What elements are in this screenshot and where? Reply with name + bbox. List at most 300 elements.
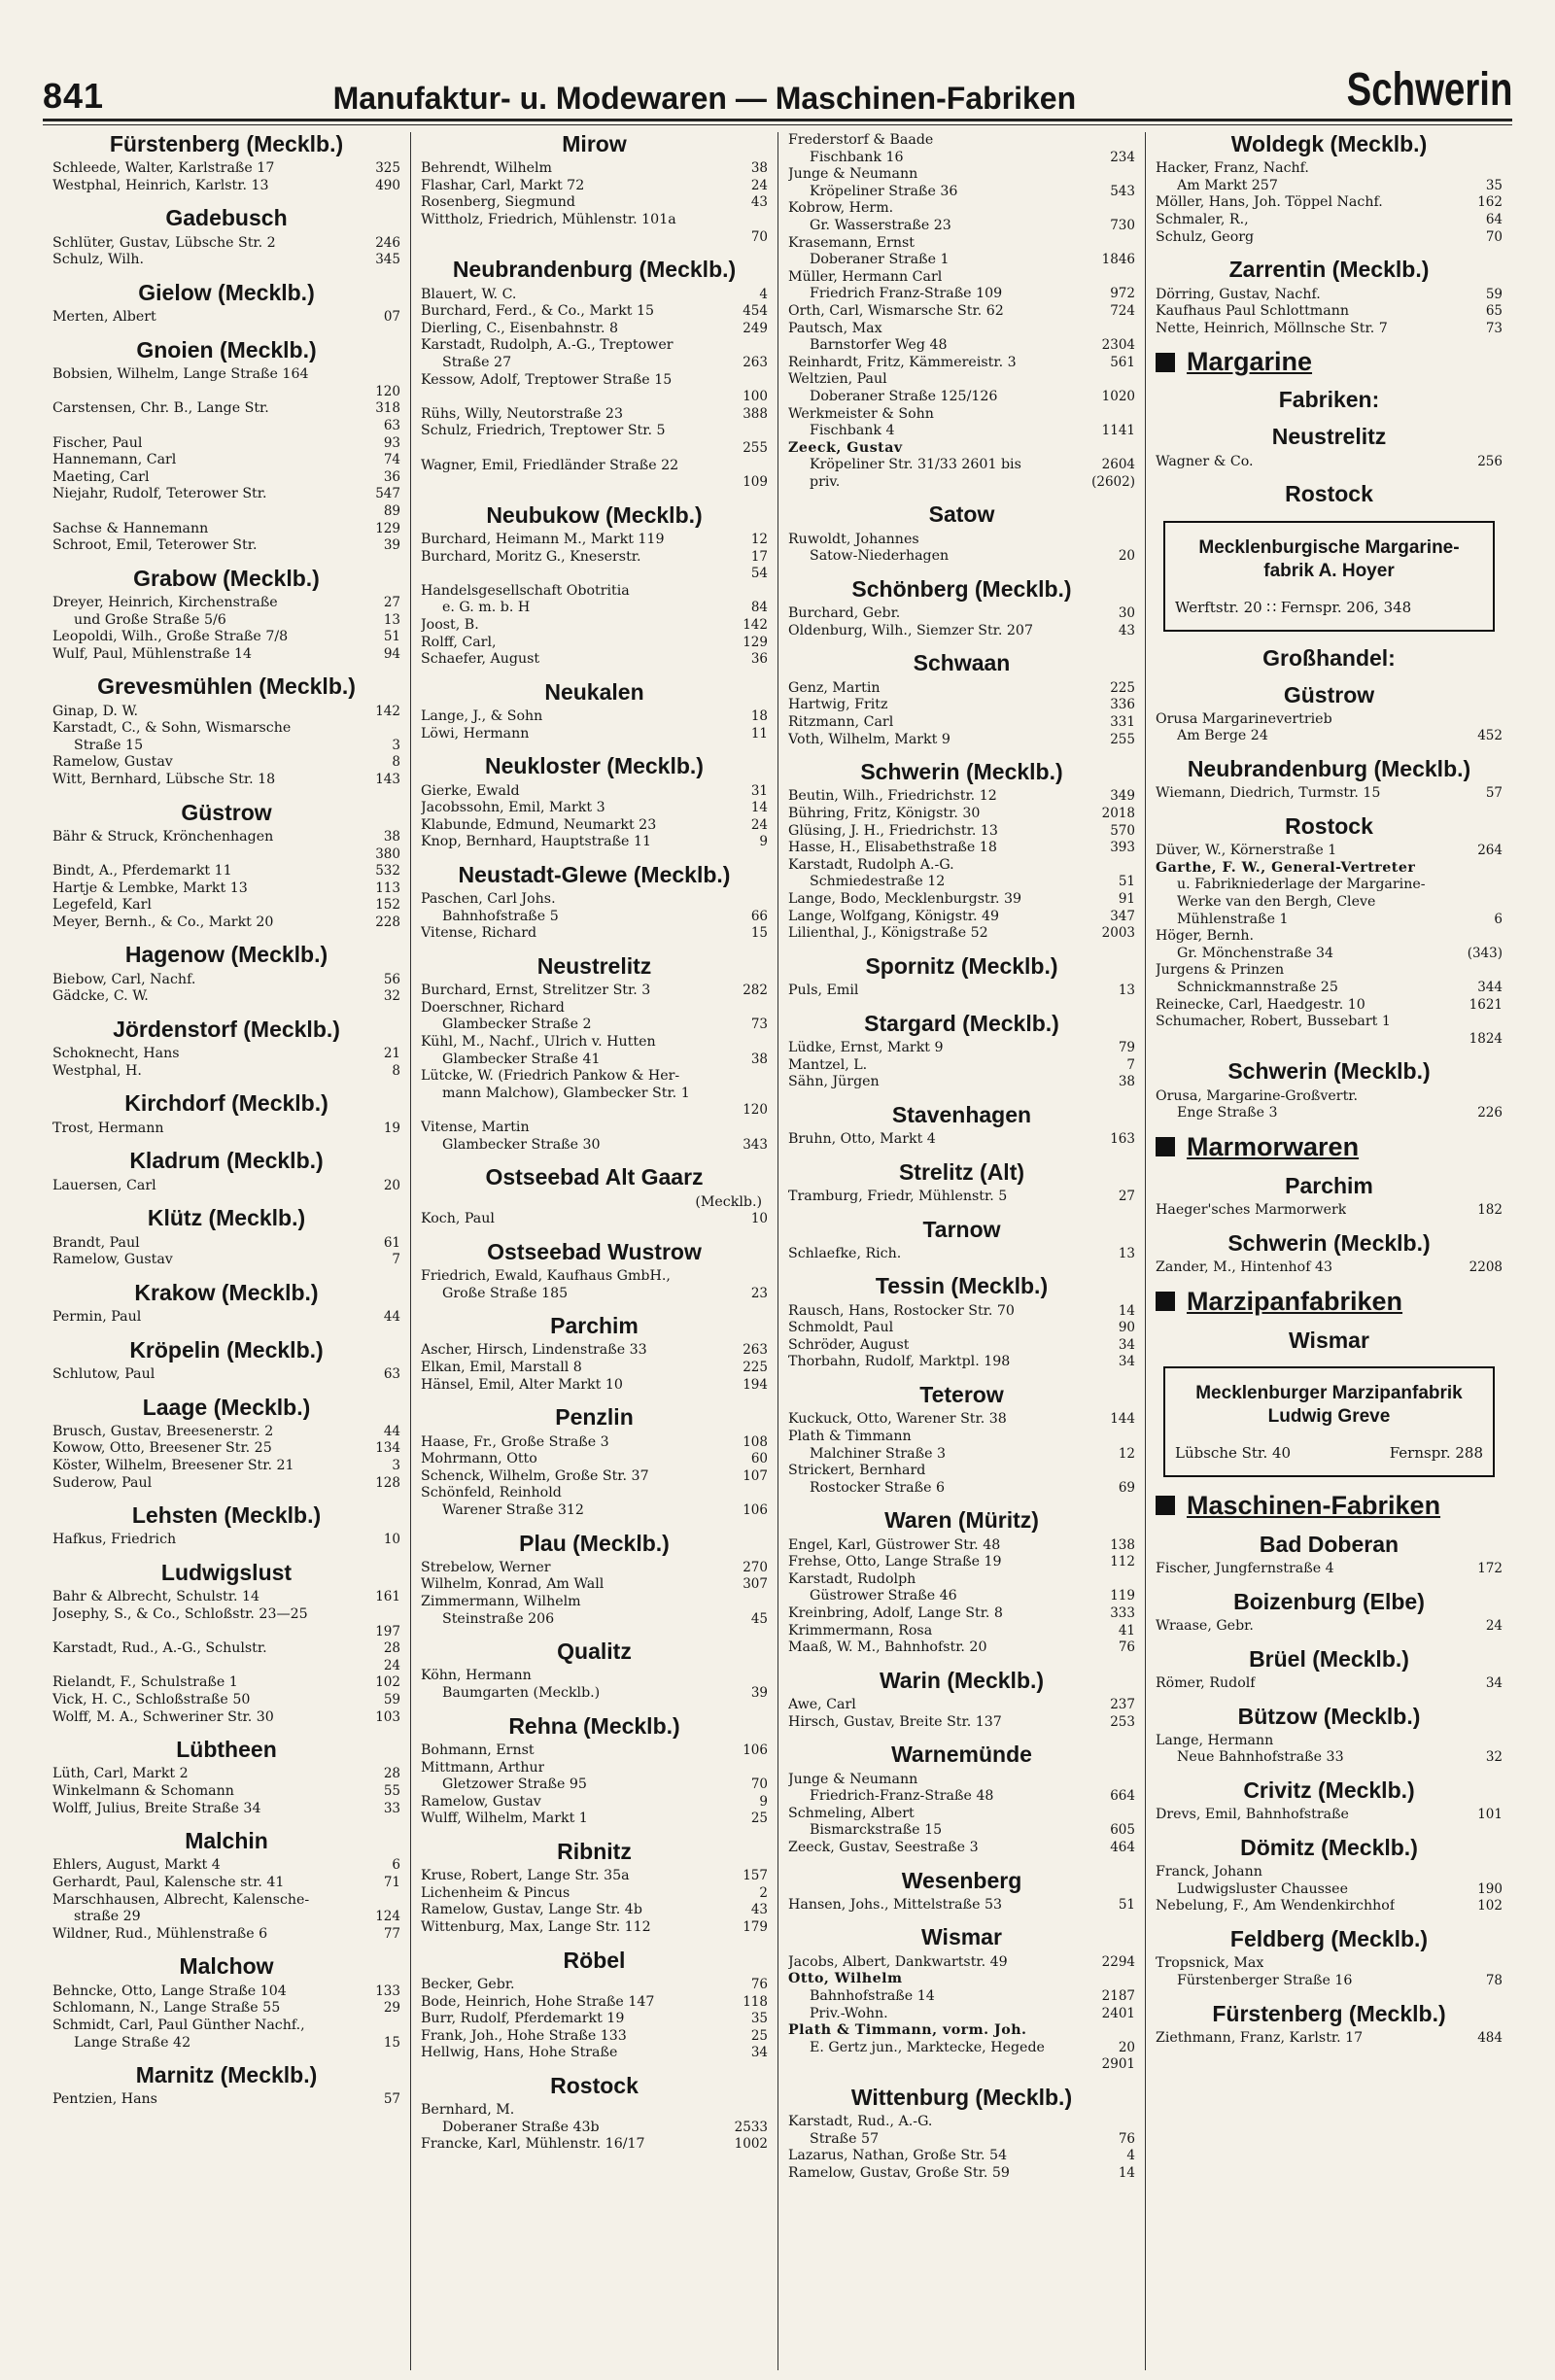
- town-heading: Kröpelin (Mecklb.): [129, 1336, 324, 1362]
- subsection-heading: Fabriken:: [1278, 387, 1380, 413]
- entry-name: Vitense, Martin: [421, 1120, 530, 1136]
- entry-name: Reinecke, Carl, Haedgestr. 10: [1156, 996, 1365, 1013]
- entry-name: Bahnhofstraße 5: [442, 908, 559, 924]
- directory-entry: [1156, 1864, 1503, 1881]
- directory-entry: [421, 1068, 768, 1086]
- entry-name: Ritzmann, Carl: [788, 713, 894, 730]
- square-bullet-icon: [1156, 1137, 1175, 1156]
- directory-entry: [421, 635, 768, 652]
- entry-phone-number: 1002: [734, 2136, 768, 2153]
- entry-phone-number: 54: [750, 566, 768, 582]
- entry-name: Legefeld, Karl: [52, 897, 152, 914]
- entry-name: Lüdke, Ernst, Markt 9: [788, 1039, 944, 1055]
- directory-entry: [1156, 1733, 1503, 1750]
- directory-entry: [788, 1697, 1135, 1714]
- directory-entry: [1156, 303, 1503, 321]
- directory-entry: [788, 2056, 1135, 2074]
- entry-name: Plath & Timmann, vorm. Joh.: [788, 2022, 1027, 2039]
- town-heading: Schwerin (Mecklb.): [860, 759, 1063, 785]
- directory-entry: [52, 1624, 400, 1641]
- directory-entry: [52, 178, 400, 195]
- entry-phone-number: 102: [1477, 1898, 1503, 1914]
- entry-phone-number: 56: [383, 971, 400, 987]
- entry-name: Bahr & Albrecht, Schulstr. 14: [52, 1589, 260, 1605]
- directory-entry: [421, 1994, 768, 2012]
- entry-phone-number: 38: [1118, 1074, 1135, 1090]
- directory-entry: [1156, 1088, 1503, 1106]
- directory-entry: [421, 1794, 768, 1811]
- entry-name: Gierke, Ewald: [421, 782, 520, 799]
- entry-name: Hirsch, Gustav, Breite Str. 137: [788, 1713, 1002, 1730]
- entry-phone-number: 77: [383, 1925, 400, 1942]
- entry-phone-number: 78: [1485, 1972, 1503, 1988]
- entry-name: Burchard, Heimann M., Markt 119: [421, 531, 665, 547]
- entry-phone-number: 24: [383, 1657, 400, 1673]
- town-heading: Satow: [928, 501, 995, 528]
- entry-name: Schulz, Georg: [1156, 228, 1255, 245]
- directory-entry: [421, 1342, 768, 1360]
- entry-name: Schenck, Wilhelm, Große Str. 37: [421, 1467, 649, 1484]
- entry-name: Zeeck, Gustav, Seestraße 3: [788, 1839, 979, 1855]
- entry-phone-number: 73: [1485, 320, 1503, 336]
- entry-name: Bismarckstraße 15: [810, 1822, 943, 1839]
- entry-name: Glüsing, J. H., Friedrichstr. 13: [788, 822, 998, 839]
- page-title: Manufaktur- u. Modewaren — Maschinen-Fabriken: [332, 81, 1077, 116]
- advertisement-box: [1163, 521, 1495, 632]
- entry-name: Ruwoldt, Johannes: [788, 531, 919, 547]
- entry-phone-number: 28: [383, 1640, 400, 1657]
- entry-phone-number: 14: [750, 800, 768, 816]
- directory-entry: [52, 1309, 400, 1327]
- entry-name: Thorbahn, Rudolf, Marktpl. 198: [788, 1354, 1011, 1370]
- directory-entry: [788, 697, 1135, 714]
- entry-name: Kobrow, Herm.: [788, 200, 894, 217]
- entry-phone-number: 38: [383, 828, 400, 845]
- entry-name: Burchard, Ernst, Strelitzer Str. 3: [421, 983, 651, 999]
- directory-entry: [788, 1480, 1135, 1498]
- entry-phone-number: 69: [1118, 1479, 1135, 1496]
- entry-phone-number: 325: [375, 160, 400, 177]
- entry-name: Dierling, C., Eisenbahnstr. 8: [421, 320, 619, 336]
- entry-name: Orusa, Margarine-Großvertr.: [1156, 1087, 1359, 1104]
- entry-phone-number: 51: [1118, 874, 1135, 890]
- directory-entry: [52, 2018, 400, 2035]
- directory-entry: [52, 400, 400, 418]
- entry-phone-number: 76: [750, 1976, 768, 1992]
- town-heading: Brüel (Mecklb.): [1249, 1645, 1409, 1672]
- directory-entry: [421, 1102, 768, 1120]
- entry-phone-number: 28: [383, 1766, 400, 1782]
- entry-phone-number: 17: [750, 548, 768, 565]
- entry-name: Gr. Wasserstraße 23: [810, 217, 951, 233]
- entry-phone-number: 24: [750, 177, 768, 193]
- entry-name: Gletzower Straße 95: [442, 1776, 587, 1793]
- entry-name: Am Berge 24: [1177, 728, 1268, 744]
- directory-entry: [52, 1532, 400, 1549]
- directory-entry: [421, 229, 768, 247]
- directory-entry: [1156, 912, 1503, 929]
- ad-address: [1175, 599, 1483, 616]
- entry-name: Franck, Johann: [1156, 1864, 1262, 1880]
- town-heading: Kladrum (Mecklb.): [129, 1148, 324, 1174]
- town-heading: Rostock: [1285, 481, 1373, 507]
- entry-name: Hannemann, Carl: [52, 452, 177, 468]
- entry-name: Suderow, Paul: [52, 1474, 153, 1491]
- directory-entry: [52, 754, 400, 772]
- town-heading: Stavenhagen: [891, 1101, 1032, 1127]
- entry-name: Plath & Timmann: [788, 1428, 912, 1444]
- entry-name: Gr. Mönchenstraße 34: [1177, 945, 1334, 961]
- directory-entry: [1156, 843, 1503, 860]
- town-heading: Lübtheen: [176, 1737, 277, 1763]
- entry-name: Ramelow, Gustav, Lange Str. 4b: [421, 1902, 642, 1918]
- town-heading: Feldberg (Mecklb.): [1229, 1926, 1429, 1952]
- directory-entry: [788, 1246, 1135, 1263]
- entry-phone-number: 43: [750, 194, 768, 211]
- directory-entry: [421, 474, 768, 492]
- entry-phone-number: 13: [383, 611, 400, 628]
- entry-name: Wulf, Paul, Mühlenstraße 14: [52, 645, 253, 662]
- entry-phone-number: 484: [1477, 2029, 1503, 2046]
- entry-name: Glambecker Straße 41: [442, 1051, 601, 1067]
- entry-name: Ramelow, Gustav: [421, 1793, 541, 1810]
- directory-entry: [788, 891, 1135, 909]
- directory-entry: [788, 269, 1135, 287]
- entry-name: Ziethmann, Franz, Karlstr. 17: [1156, 2029, 1364, 2046]
- directory-entry: [1156, 454, 1503, 471]
- directory-entry: [421, 1360, 768, 1377]
- entry-phone-number: 333: [1110, 1605, 1135, 1621]
- directory-entry: [1156, 287, 1503, 304]
- directory-entry: [788, 1429, 1135, 1446]
- directory-entry: [52, 2000, 400, 2018]
- entry-name: Köhn, Hermann: [421, 1668, 532, 1684]
- entry-name: Große Straße 185: [442, 1285, 569, 1301]
- entry-name: Schmoldt, Paul: [788, 1320, 894, 1336]
- directory-entry: [52, 738, 400, 755]
- entry-name: Hänsel, Emil, Alter Markt 10: [421, 1376, 623, 1393]
- entry-name: Kuckuck, Otto, Warener Str. 38: [788, 1411, 1007, 1428]
- directory-entry: [52, 1783, 400, 1801]
- town-heading: Neustrelitz: [1271, 424, 1387, 450]
- directory-entry: [421, 2045, 768, 2062]
- entry-name: Barnstorfer Weg 48: [810, 337, 948, 354]
- entry-name: Maeting, Carl: [52, 468, 150, 485]
- entry-name: Hasse, H., Elisabethstraße 18: [788, 840, 997, 856]
- directory-entry: [788, 1411, 1135, 1429]
- directory-entry: [421, 458, 768, 475]
- town-heading: Tarnow: [922, 1216, 1001, 1242]
- entry-name: Haase, Fr., Große Straße 3: [421, 1433, 609, 1450]
- entry-name: Awe, Carl: [788, 1697, 856, 1713]
- directory-entry: [421, 1977, 768, 1994]
- directory-entry: [421, 1776, 768, 1794]
- entry-name: Schmidt, Carl, Paul Günther Nachf.,: [52, 2017, 305, 2033]
- entry-phone-number: 91: [1118, 890, 1135, 907]
- directory-entry: [52, 537, 400, 555]
- town-heading: Tessin (Mecklb.): [875, 1273, 1049, 1299]
- entry-phone-number: 270: [743, 1559, 768, 1575]
- entry-phone-number: 2187: [1101, 1987, 1135, 2004]
- entry-name: Merten, Albert: [52, 309, 156, 326]
- entry-phone-number: 44: [383, 1309, 400, 1326]
- directory-entry: [421, 1194, 768, 1212]
- entry-phone-number: 144: [1110, 1411, 1135, 1428]
- directory-entry: [1156, 2030, 1503, 2048]
- entry-name: Karstadt, Rudolph A.-G.: [788, 856, 954, 873]
- entry-phone-number: 349: [1110, 788, 1135, 805]
- entry-phone-number: 118: [743, 1993, 768, 2010]
- directory-entry: [788, 389, 1135, 406]
- entry-name: Fischer, Paul: [52, 434, 143, 451]
- town-heading: Wismar: [1289, 1327, 1369, 1353]
- entry-name: Ramelow, Gustav, Große Str. 59: [788, 2164, 1010, 2181]
- entry-name: Hartje & Lembke, Markt 13: [52, 880, 248, 896]
- entry-name: Bahnhofstraße 14: [810, 1987, 935, 2004]
- entry-name: Hansen, Johs., Mittelstraße 53: [788, 1896, 1003, 1913]
- entry-name: Schmeling, Albert: [788, 1805, 915, 1821]
- directory-entry: [421, 2028, 768, 2046]
- entry-name: Carstensen, Chr. B., Lange Str.: [52, 400, 269, 417]
- entry-phone-number: 63: [383, 1365, 400, 1382]
- town-heading: Parchim: [550, 1313, 639, 1339]
- directory-entry: [788, 1971, 1135, 1988]
- directory-entry: [788, 1806, 1135, 1823]
- entry-phone-number: 543: [1110, 183, 1135, 199]
- directory-entry: [1156, 178, 1503, 195]
- entry-name: Rosenberg, Siegmund: [421, 194, 575, 211]
- directory-entry: [788, 788, 1135, 806]
- town-heading: Schwerin (Mecklb.): [1227, 1058, 1431, 1085]
- directory-entry: [421, 909, 768, 926]
- entry-name: Schoknecht, Hans: [52, 1046, 180, 1062]
- entry-name: Hellwig, Hans, Hohe Straße: [421, 2045, 618, 2061]
- directory-entry: [52, 1674, 400, 1692]
- entry-name: Ludwigsluster Chaussee: [1177, 1880, 1348, 1897]
- entry-phone-number: 226: [1477, 1105, 1503, 1121]
- entry-phone-number: 32: [1485, 1749, 1503, 1766]
- entry-name: Burchard, Ferd., & Co., Markt 15: [421, 303, 655, 320]
- entry-name: Kaufhaus Paul Schlottmann: [1156, 303, 1349, 320]
- entry-phone-number: 249: [743, 320, 768, 336]
- entry-name: Westphal, H.: [52, 1062, 142, 1079]
- entry-name: Lange, Hermann: [1156, 1732, 1274, 1748]
- directory-entry: [1156, 1807, 1503, 1824]
- directory-entry: [421, 321, 768, 338]
- directory-entry: [421, 440, 768, 458]
- entry-phone-number: 605: [1110, 1822, 1135, 1839]
- directory-entry: [788, 1840, 1135, 1857]
- directory-entry: [788, 2006, 1135, 2023]
- entry-name: Schmaler, R.,: [1156, 212, 1249, 228]
- entry-phone-number: 18: [750, 708, 768, 725]
- entry-phone-number: 59: [1485, 286, 1503, 302]
- page-number: 841: [43, 76, 105, 116]
- ad-address-text: Werftstr. 20 ∷ Fernspr. 206, 348: [1175, 598, 1412, 616]
- directory-entry: [1156, 1031, 1503, 1049]
- directory-entry: [421, 1000, 768, 1018]
- directory-entry: [52, 435, 400, 453]
- directory-entry: [1156, 946, 1503, 963]
- entry-name: Neue Bahnhofstraße 33: [1177, 1749, 1344, 1766]
- entry-phone-number: 393: [1110, 840, 1135, 856]
- entry-phone-number: 263: [743, 1342, 768, 1359]
- directory-entry: [52, 503, 400, 521]
- directory-entry: [788, 548, 1135, 566]
- directory-entry: [421, 566, 768, 583]
- entry-name: Kreinbring, Adolf, Lange Str. 8: [788, 1605, 1003, 1621]
- directory-entry: [52, 1235, 400, 1253]
- town-heading: Warnemünde: [891, 1742, 1032, 1768]
- entry-name: Rolff, Carl,: [421, 634, 497, 650]
- directory-entry: [788, 235, 1135, 253]
- directory-entry: [52, 1252, 400, 1269]
- entry-name: Zimmermann, Wilhelm: [421, 1594, 581, 1609]
- town-heading: Neukalen: [544, 678, 644, 705]
- directory-entry: [52, 1875, 400, 1892]
- entry-name: Genz, Martin: [788, 679, 881, 696]
- town-heading: Neustrelitz: [536, 952, 652, 979]
- entry-phone-number: 106: [743, 1742, 768, 1758]
- entry-phone-number: 31: [750, 782, 768, 799]
- directory-entry: [52, 1983, 400, 2001]
- directory-entry: [1156, 194, 1503, 212]
- directory-entry: [52, 2035, 400, 2052]
- entry-phone-number: 9: [759, 1793, 768, 1810]
- entry-phone-number: 664: [1110, 1788, 1135, 1805]
- entry-name: Priv.-Wohn.: [810, 2005, 888, 2021]
- entry-phone-number: 264: [1477, 843, 1503, 859]
- directory-entry: [52, 521, 400, 538]
- entry-name: Güstrower Straße 46: [810, 1588, 957, 1604]
- entry-name: Wittenburg, Max, Lange Str. 112: [421, 1919, 651, 1936]
- entry-phone-number: 3: [392, 1457, 400, 1473]
- directory-entry: [421, 287, 768, 304]
- directory-entry: [52, 384, 400, 401]
- directory-entry: [421, 1211, 768, 1228]
- directory-entry: [788, 1189, 1135, 1206]
- entry-phone-number: 61: [383, 1234, 400, 1251]
- entry-phone-number: 51: [1118, 1896, 1135, 1913]
- entry-name: Wolff, M. A., Schweriner Str. 30: [52, 1708, 274, 1725]
- entry-phone-number: (2602): [1091, 473, 1135, 490]
- entry-phone-number: 101: [1477, 1807, 1503, 1823]
- entry-name: Westphal, Heinrich, Karlstr. 13: [52, 177, 269, 193]
- entry-phone-number: 07: [383, 309, 400, 326]
- entry-phone-number: 34: [750, 2045, 768, 2061]
- entry-name: Nebelung, F., Am Wendenkirchhof: [1156, 1898, 1396, 1914]
- town-heading: Güstrow: [181, 799, 272, 825]
- entry-name: Wittholz, Friedrich, Mühlenstr. 101a: [421, 212, 676, 228]
- entry-name: Beutin, Wilh., Friedrichstr. 12: [788, 788, 997, 805]
- town-heading: Mirow: [562, 132, 627, 156]
- directory-entry: [788, 983, 1135, 1000]
- directory-entry: [1156, 1749, 1503, 1767]
- entry-phone-number: 2003: [1101, 925, 1135, 942]
- town-heading: Neukloster (Mecklb.): [485, 753, 704, 779]
- entry-phone-number: 12: [750, 531, 768, 547]
- town-heading: Gielow (Mecklb.): [138, 279, 315, 305]
- directory-entry: [788, 1605, 1135, 1623]
- directory-entry: [788, 1714, 1135, 1732]
- entry-name: Bode, Heinrich, Hohe Straße 147: [421, 1993, 655, 2010]
- directory-entry: [788, 132, 1135, 150]
- directory-entry: [1156, 962, 1503, 980]
- category-title: Margarine: [1187, 347, 1313, 377]
- entry-phone-number: 14: [1118, 1302, 1135, 1319]
- directory-entry: [421, 212, 768, 229]
- entry-phone-number: 234: [1110, 149, 1135, 165]
- entry-phone-number: 70: [750, 1776, 768, 1793]
- entry-name: Warener Straße 312: [442, 1501, 584, 1518]
- directory-entry: [52, 309, 400, 327]
- entry-name: Vick, H. C., Schloßstraße 50: [52, 1691, 251, 1707]
- directory-entry: [421, 1885, 768, 1903]
- entry-phone-number: 34: [1118, 1336, 1135, 1353]
- entry-phone-number: 9: [759, 834, 768, 850]
- entry-name: (Mecklb.): [695, 1193, 762, 1210]
- directory-entry: [421, 2011, 768, 2028]
- directory-entry: [1156, 160, 1503, 178]
- entry-name: Satow-Niederhagen: [810, 548, 950, 565]
- entry-name: Elkan, Emil, Marstall 8: [421, 1360, 582, 1376]
- entry-phone-number: 19: [383, 1120, 400, 1136]
- entry-name: Löwi, Hermann: [421, 725, 530, 742]
- directory-entry: [788, 1320, 1135, 1337]
- entry-name: Puls, Emil: [788, 983, 859, 999]
- town-heading: Malchin: [185, 1828, 268, 1854]
- entry-phone-number: 345: [375, 252, 400, 268]
- directory-entry: [52, 1063, 400, 1081]
- entry-name: straße 29: [74, 1909, 141, 1925]
- directory-entry: [788, 184, 1135, 201]
- entry-name: Lüth, Carl, Markt 2: [52, 1766, 189, 1782]
- directory-entry: [1156, 997, 1503, 1015]
- directory-entry: [52, 469, 400, 487]
- directory-entry: [788, 1554, 1135, 1571]
- entry-phone-number: 161: [375, 1589, 400, 1605]
- entry-name: Am Markt 257: [1177, 177, 1278, 193]
- town-heading: Neubrandenburg (Mecklb.): [452, 257, 737, 283]
- directory-entry: [52, 1178, 400, 1195]
- directory-entry: [52, 829, 400, 846]
- town-heading: Dömitz (Mecklb.): [1240, 1834, 1418, 1860]
- town-heading: Schönberg (Mecklb.): [851, 575, 1072, 602]
- directory-entry: [421, 1434, 768, 1452]
- entry-name: Glambecker Straße 30: [442, 1136, 601, 1153]
- entry-phone-number: 157: [743, 1868, 768, 1884]
- entry-phone-number: 2: [759, 1884, 768, 1901]
- directory-entry: [788, 1772, 1135, 1789]
- directory-entry: [421, 1052, 768, 1069]
- directory-entry: [788, 1822, 1135, 1840]
- entry-phone-number: 76: [1118, 1639, 1135, 1656]
- directory-entry: [52, 914, 400, 932]
- directory-entry: [421, 817, 768, 835]
- entry-name: Nette, Heinrich, Möllnsche Str. 7: [1156, 320, 1388, 336]
- entry-phone-number: 33: [383, 1800, 400, 1816]
- entry-phone-number: 20: [1118, 2039, 1135, 2055]
- directory-entry: [52, 1046, 400, 1063]
- directory-entry: [52, 1606, 400, 1624]
- directory-entry: [421, 1560, 768, 1577]
- directory-entry: [52, 1458, 400, 1475]
- entry-phone-number: 179: [743, 1919, 768, 1936]
- ad-address: [1175, 1444, 1483, 1462]
- entry-name: Schmiedestraße 12: [810, 874, 946, 890]
- town-heading: Spornitz (Mecklb.): [865, 952, 1058, 979]
- directory-entry: [421, 160, 768, 178]
